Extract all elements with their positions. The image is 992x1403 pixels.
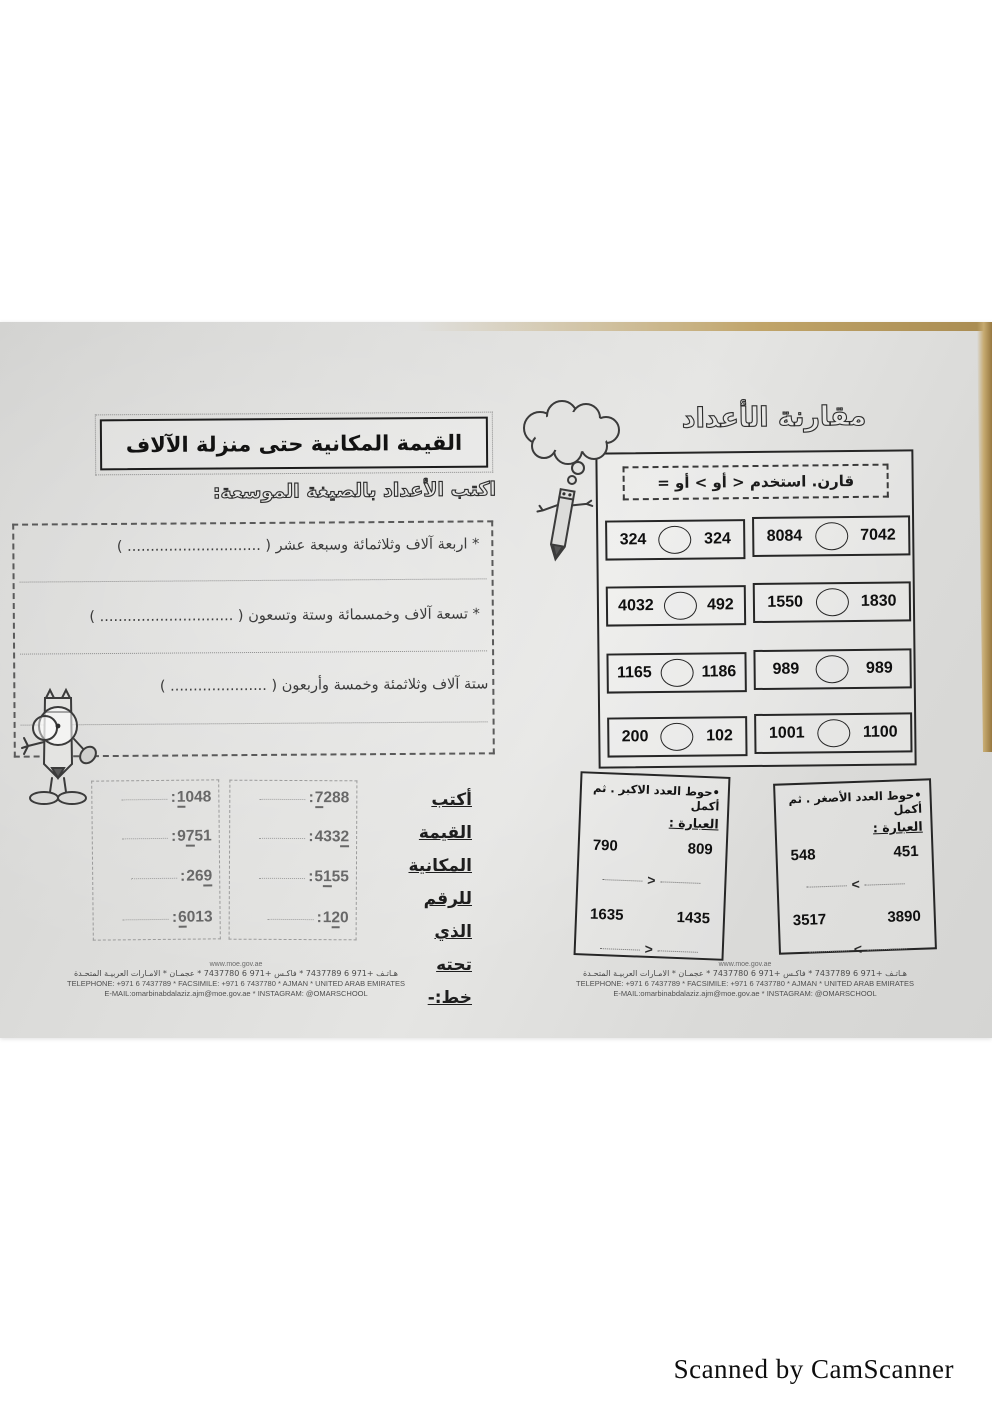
footer-website: www.moe.gov.ae [718, 961, 772, 968]
place-value-row: : 4332 [236, 828, 349, 847]
worksheet-scan-photo [0, 322, 992, 1038]
dotted-answer-line [600, 945, 640, 951]
number-with-underlined-digit: 7288 [314, 789, 350, 807]
expanded-form-item: ستة آلاف وثلاثمئة وخمسة وأربعون ( ..................... ) [159, 676, 489, 695]
comparison-statement-line: > [576, 938, 723, 960]
place-value-row: : 7288 [236, 789, 349, 808]
number-with-underlined-digit: 5155 [314, 868, 349, 886]
pencil-thought-bubble-icon [510, 398, 632, 574]
number-pair: 548 451 [790, 842, 919, 865]
place-value-row: : 6013 [100, 908, 213, 927]
comparison-statement-line: < [778, 873, 932, 894]
box-instruction: •حوط العدد الأصغر . ثم أكمل [788, 787, 923, 817]
dotted-answer-line [260, 796, 306, 800]
comparison-exercise-box [595, 449, 916, 768]
place-value-numbers-box-right [229, 780, 358, 941]
answer-circle [816, 655, 849, 683]
footer-email: E-MAIL:omarbinabdalaziz.ajm@moe.gov.ae * INSTAGRAM: @OMARSCHOOL [104, 989, 368, 998]
page-title: مقارنة الأعداد [681, 400, 867, 435]
answer-circle [815, 588, 848, 616]
number-pair: 1635 1435 [589, 905, 711, 928]
comparison-item: 8084 7042 [752, 515, 910, 557]
dotted-answer-line [131, 875, 177, 879]
dotted-answer-line [259, 835, 305, 839]
answer-circle [659, 526, 692, 554]
dotted-answer-line [809, 947, 849, 952]
number-with-underlined-digit: 9751 [177, 827, 212, 845]
school-footer [528, 961, 962, 998]
place-value-row: : 1048 [98, 788, 211, 807]
school-footer [14, 961, 458, 998]
place-value-row: : 120 [236, 909, 349, 928]
comparison-instruction: قارن. استخدم < أو > أو = [622, 464, 888, 501]
dotted-answer-line [122, 796, 168, 800]
number-with-underlined-digit: 269 [186, 867, 213, 885]
answer-circle [661, 723, 694, 751]
number-with-underlined-digit: 4332 [314, 828, 350, 846]
footer-arabic-contact: هـاتـف +971 6 7437789 * فاكـس +971 6 7437780 * عجمـان * الامـارات العربيـة المتحـدة [73, 969, 399, 978]
page-title: القيمة المكانية حتى منزلة الآلاف [125, 430, 463, 457]
circle-smaller-number-box [773, 778, 937, 958]
pencil-magnifier-character-icon [12, 686, 104, 810]
place-value-numbers-box-left [91, 779, 221, 940]
answer-circle [817, 719, 850, 747]
answer-circle [664, 592, 697, 620]
comparison-item: 4032 492 [606, 585, 746, 626]
comparison-item: 989 989 [753, 648, 911, 690]
dotted-answer-line [865, 880, 905, 885]
dotted-writing-line [20, 578, 487, 582]
expanded-form-item: * تسعة آلاف وخمسمائة وستة وتسعون ( ............................. ) [89, 606, 480, 626]
number-with-underlined-digit: 120 [322, 909, 349, 927]
answer-circle [660, 659, 693, 687]
dotted-answer-line [123, 916, 169, 920]
number-with-underlined-digit: 6013 [178, 908, 213, 926]
dotted-answer-line [268, 916, 314, 920]
expanded-form-instruction: اكتب الأعداد بالصيغة الموسعة: [212, 478, 497, 504]
comparison-item: 1165 1186 [606, 652, 746, 693]
comparing-numbers-worksheet-page [500, 322, 992, 1038]
footer-email: E-MAIL:omarbinabdalaziz.ajm@moe.gov.ae * INSTAGRAM: @OMARSCHOOL [613, 989, 877, 998]
number-with-underlined-digit: 1048 [176, 788, 212, 806]
answer-circle [815, 522, 848, 550]
place-value-row: : 5155 [236, 868, 349, 887]
dotted-answer-line [602, 876, 642, 882]
comparison-statement-line: < [781, 938, 935, 959]
dotted-answer-line [259, 875, 305, 879]
expanded-form-item: * اربعة آلاف وثلاثمائة وسبعة عشر ( ............................. ) [116, 536, 480, 555]
place-value-title-box [100, 417, 488, 471]
comparison-item: 200 102 [607, 716, 747, 757]
footer-arabic-contact: هـاتـف +971 6 7437789 * فاكـس +971 6 7437780 * عجمـان * الامـارات العربيـة المتحـدة [582, 969, 908, 978]
place-value-worksheet-page [0, 322, 500, 1038]
camscanner-watermark: Scanned by CamScanner [673, 1354, 954, 1384]
box-instruction-word: العبارة : [668, 814, 719, 832]
dotted-answer-line [867, 945, 907, 950]
place-value-row: : 269 [99, 867, 212, 886]
box-instruction-word: العبارة : [872, 818, 923, 836]
box-instruction: •حوط العدد الاكبر . ثم أكمل [592, 780, 721, 814]
comparison-item: 324 324 [605, 519, 745, 560]
dotted-answer-line [806, 882, 846, 887]
number-pair: 790 809 [592, 836, 713, 859]
dotted-writing-line [20, 650, 487, 654]
number-pair: 3517 3890 [792, 907, 922, 930]
place-value-row: : 9751 [99, 827, 212, 846]
comparison-item: 1550 1830 [753, 581, 911, 623]
dotted-answer-line [660, 878, 700, 884]
comparison-item: 1001 1100 [754, 712, 912, 754]
place-value-question-text: أكتب القيمة المكانية للرقم الذي تحته خط:- [408, 790, 472, 1008]
circle-larger-number-box [574, 771, 731, 961]
dotted-answer-line [658, 947, 698, 953]
dotted-answer-line [122, 835, 168, 839]
comparison-statement-line: > [578, 869, 725, 891]
footer-telephone: TELEPHONE: +971 6 7437789 * FACSIMILE: +971 6 7437780 * AJMAN * UNITED ARAB EMIRATES [576, 979, 914, 988]
footer-telephone: TELEPHONE: +971 6 7437789 * FACSIMILE: +971 6 7437780 * AJMAN * UNITED ARAB EMIRATES [67, 979, 405, 988]
footer-website: www.moe.gov.ae [209, 961, 263, 968]
